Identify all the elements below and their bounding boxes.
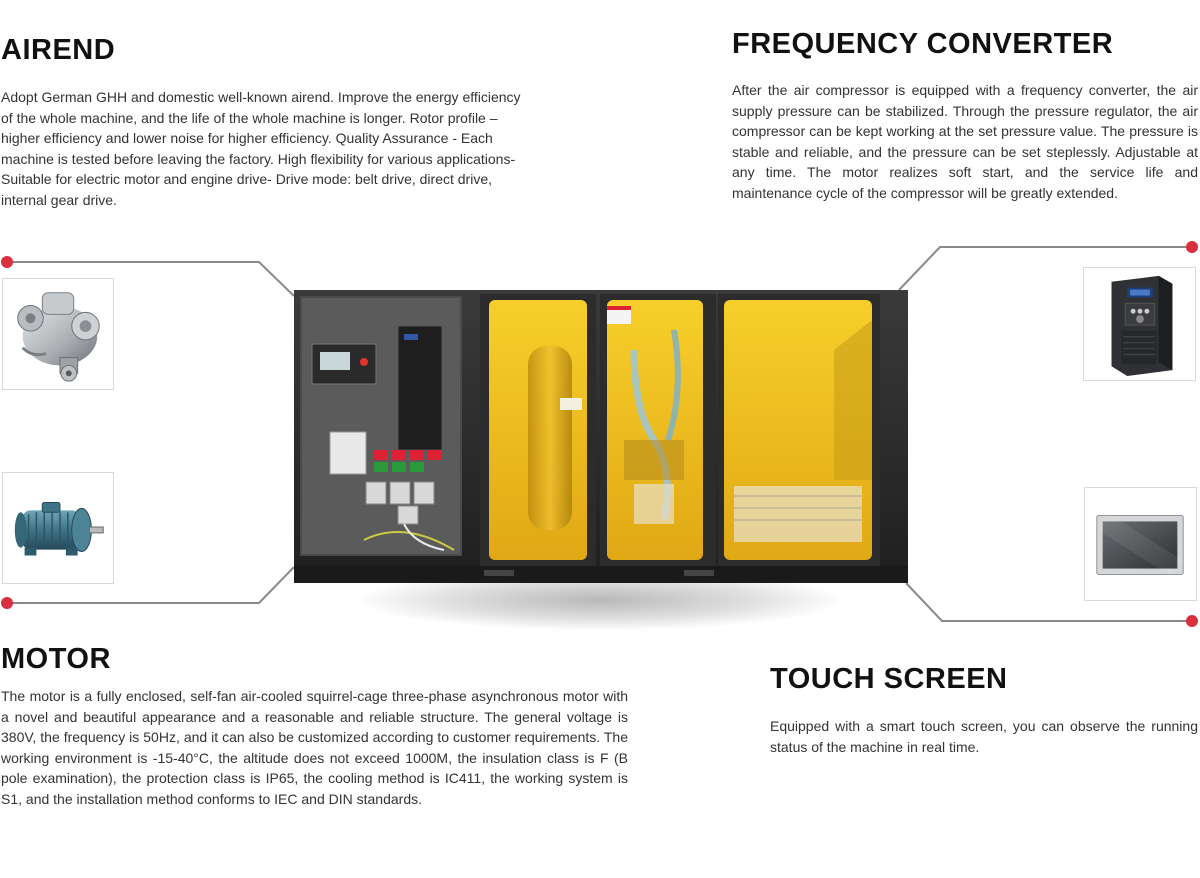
inverter-photo-icon	[1084, 268, 1195, 380]
airend-title: AIREND	[1, 34, 116, 66]
airend-dot	[1, 256, 13, 268]
airend-description: Adopt German GHH and domestic well-known airend. Improve the energy efficiency of the whole machine, and the life of the whole machine is longer. Rotor profile – higher efficiency and lower noise for higher efficiency. Quality Assurance - Each machine is tested before leaving the factory. High flexibility for various applications- Suitable for electric motor and engine drive- Drive mode: belt drive, direct drive, internal gear drive.	[1, 89, 521, 208]
airend-photo-icon	[3, 279, 113, 389]
frequency-converter-title: FREQUENCY CONVERTER	[732, 28, 1114, 60]
compressor-illustration	[294, 290, 908, 583]
touch-screen-photo-icon	[1085, 488, 1196, 600]
frequency-converter-thumbnail	[1083, 267, 1196, 381]
motor-thumbnail	[2, 472, 114, 584]
touch-screen-title: TOUCH SCREEN	[770, 663, 1008, 695]
motor-title: MOTOR	[1, 643, 111, 675]
motor-dot	[1, 597, 13, 609]
touch-screen-thumbnail	[1084, 487, 1197, 601]
airend-thumbnail	[2, 278, 114, 390]
compressor-machine-image	[294, 290, 908, 583]
frequency-dot	[1186, 241, 1198, 253]
touch-screen-dot	[1186, 615, 1198, 627]
frequency-converter-description: After the air compressor is equipped with a frequency converter, the air supply pressure can be stabilized. Through the pressure regulator, the air compressor can be kept working at the set pressure value. The pressure is stable and reliable, and the pressure can be set steplessly. Adjustable at any time. The motor realizes soft start, and the service life and maintenance cycle of the compressor will be greatly extended.	[732, 82, 1198, 201]
motor-description: The motor is a fully enclosed, self-fan air-cooled squirrel-cage three-phase asynchronous motor with a novel and beautiful appearance and a reasonable and reliable structure. The general voltage is 380V, the frequency is 50Hz, and it can also be customized according to customer requirements. The working environment is -15-40°C, the altitude does not exceed 1000M, the insulation class is F (B pole examination), the protection class is IP65, the cooling method is IC411, the working system is S1, and the installation method conforms to IEC and DIN standards.	[1, 688, 628, 807]
motor-photo-icon	[3, 473, 113, 583]
touch-screen-description: Equipped with a smart touch screen, you can observe the running status of the machine in real time.	[770, 718, 1198, 755]
